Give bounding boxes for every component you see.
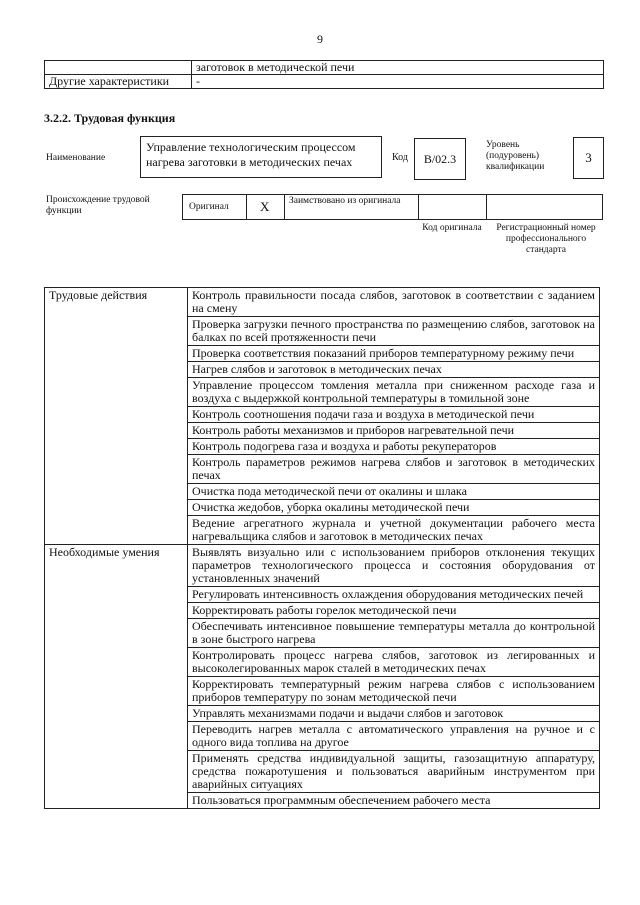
item-cell: Применять средства индивидуальной защиты, газозащитную аппаратуру, средства пожаротушения и пользоваться аварийным инструментом при аварийных ситуациях [188, 751, 600, 793]
item-cell: Контролировать процесс нагрева слябов, заготовок из легированных и высоколегированных марок сталей в методических печах [188, 648, 600, 677]
continuation-label: Другие характеристики [45, 75, 192, 89]
continuation-label [45, 61, 192, 75]
reg-number-caption: Регистрационный номер профессионального стандарта [496, 223, 596, 255]
item-cell: Ведение агрегатного журнала и учетной документации рабочего места нагревальщика слябов и заготовок в методических печах [188, 516, 600, 545]
continuation-row [45, 61, 604, 75]
code-label: Код [392, 152, 408, 163]
section-title: 3.2.2. Трудовая функция [44, 111, 176, 125]
function-name-box: Управление технологическим процессом нагрева заготовки в методических печах [140, 136, 382, 178]
borrowed-cell [285, 195, 419, 219]
item-cell: Контроль соотношения подачи газа и воздуха в методической печи [188, 407, 600, 423]
item-cell: Пользоваться программным обеспечением рабочего места [188, 793, 600, 809]
continuation-table [44, 60, 604, 89]
item-cell: Регулировать интенсивность охлаждения оборудования методических печей [188, 587, 600, 603]
level-label: Уровень (подуровень) квалификации [486, 140, 545, 172]
table-row [45, 545, 600, 587]
original-mark: X [260, 199, 270, 214]
origin-label: Происхождение трудовой функции [46, 195, 150, 216]
continuation-row [45, 75, 604, 89]
table-row [45, 288, 600, 317]
original-mark-cell [247, 195, 285, 219]
item-cell: Управление процессом томления металла при сниженном расходе газа и воздуха с выдержкой контрольной температуры в томильной зоне [188, 378, 600, 407]
item-cell: Проверка соответствия показаний приборов температурному режиму печи [188, 346, 600, 362]
item-cell: Нагрев слябов и заготовок в методических печах [188, 362, 600, 378]
level-value-box: 3 [573, 137, 604, 179]
original-label: Оригинал [189, 202, 229, 212]
name-label: Наименование [46, 153, 106, 163]
function-table [44, 287, 600, 809]
item-cell: Обеспечивать интенсивное повышение температуры металла до контрольной в зоне быстрого нагрева [188, 619, 600, 648]
item-cell: Контроль параметров режимов нагрева слябов и заготовок в методических печах [188, 455, 600, 484]
continuation-value: заготовок в методической печи [192, 61, 604, 75]
item-cell: Проверка загрузки печного пространства по размещению слябов, заготовок на балках по всей протяженности печи [188, 317, 600, 346]
reg-number-cell [487, 195, 602, 219]
code-value-box: B/02.3 [414, 138, 466, 180]
item-cell: Выявлять визуально или с использованием приборов отклонения текущих параметров технологического процесса и состояния оборудования от установленных значений [188, 545, 600, 587]
item-cell: Контроль правильности посада слябов, заготовок в соответствии с заданием на смену [188, 288, 600, 317]
item-cell: Корректировать работы горелок методической печи [188, 603, 600, 619]
item-cell: Управлять механизмами подачи и выдачи слябов и заготовок [188, 706, 600, 722]
item-cell: Контроль работы механизмов и приборов нагревательной печи [188, 423, 600, 439]
category-cell: Необходимые умения [45, 545, 188, 809]
item-cell: Очистка пода методической печи от окалины и шлака [188, 484, 600, 500]
borrowed-label: Заимствовано из оригинала [289, 196, 401, 206]
category-cell: Трудовые действия [45, 288, 188, 545]
continuation-value: - [192, 75, 604, 89]
item-cell: Контроль подогрева газа и воздуха и работы рекуператоров [188, 439, 600, 455]
item-cell: Корректировать температурный режим нагрева слябов с использованием приборов температуру по зонам методической печи [188, 677, 600, 706]
item-cell: Очистка жедобов, уборка окалины методической печи [188, 500, 600, 516]
code-original-caption: Код оригинала [422, 223, 482, 233]
original-cell [183, 195, 247, 219]
origin-row [182, 194, 603, 220]
item-cell: Переводить нагрев металла с автоматического управления на ручное и с одного вида топлива на другое [188, 722, 600, 751]
code-original-cell [419, 195, 487, 219]
page-number: 9 [317, 32, 323, 46]
